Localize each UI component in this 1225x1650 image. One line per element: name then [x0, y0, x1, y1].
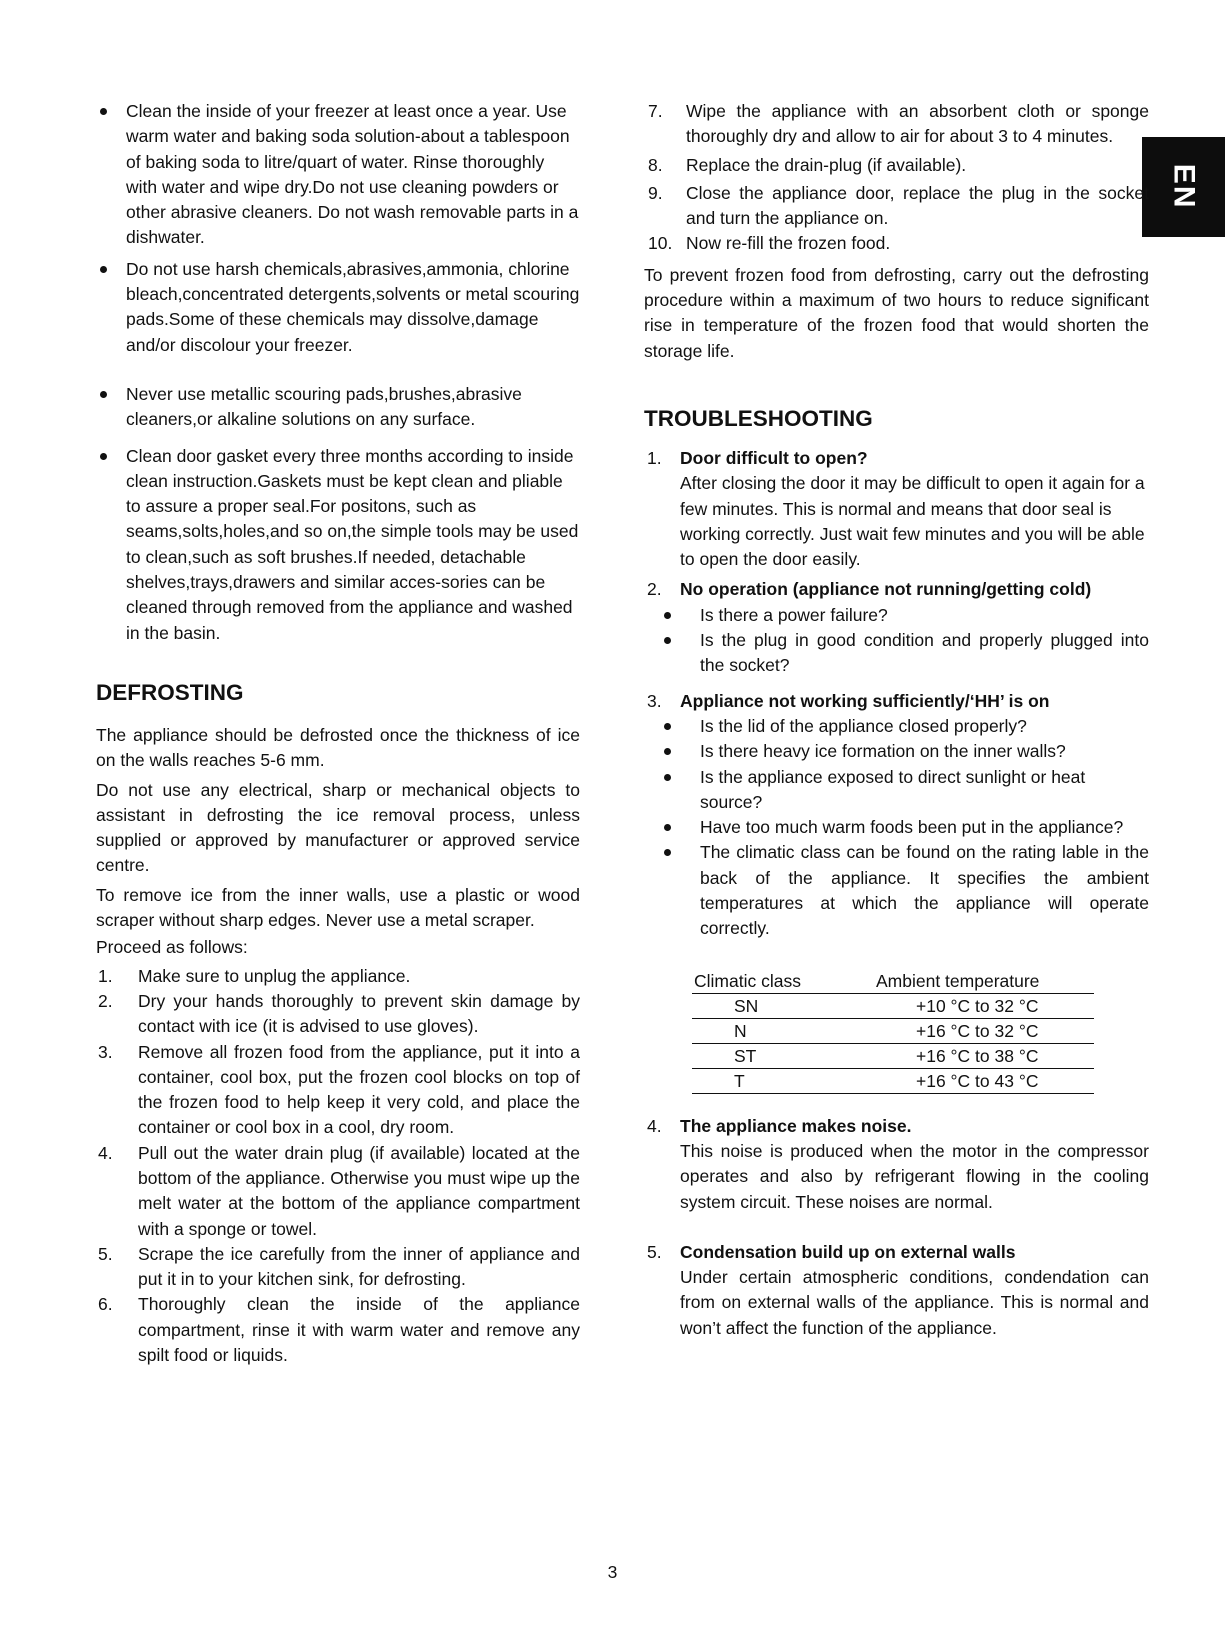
language-tab-label: EN: [1167, 164, 1201, 210]
prevent-defrost-paragraph: To prevent frozen food from defrosting, carry out the defrosting procedure within a maximum of two hours to reduce significant rise in temperature of the frozen food that would shorten the storage life.: [644, 264, 1149, 361]
item-number: 1.: [647, 447, 662, 468]
table-cell: T: [692, 1068, 876, 1093]
item-text: After closing the door it may be difficult to open it again for a few minutes. This is normal and means that door seal is working correctly. Just wait few minutes and you will be able to open the door easily.: [680, 473, 1145, 570]
table-row: [692, 1043, 1094, 1068]
table-header-cell: Climatic class: [692, 969, 876, 994]
table-cell: ST: [692, 1043, 876, 1068]
list-item: [644, 153, 1149, 178]
list-item: [644, 231, 1149, 256]
item-text: Under certain atmospheric conditions, condendation can from on external walls of the appliance. This is normal and won’t affect the function of the appliance.: [680, 1267, 1149, 1338]
list-item: Is the appliance exposed to direct sunlight or heat source?: [644, 765, 1149, 816]
list-item: Is there heavy ice formation on the inner walls?: [644, 739, 1149, 764]
right-column: [644, 99, 1149, 1341]
list-item: Never use metallic scouring pads,brushes,abrasive cleaners,or alkaline solutions on any surface.: [96, 382, 580, 433]
table-cell: +10 °C to 32 °C: [876, 993, 1094, 1018]
troubleshooting-list: [644, 446, 1149, 1341]
step-text: Thoroughly clean the inside of the appliance compartment, rinse it with warm water and remove any spilt food or liquids.: [138, 1294, 580, 1366]
item-title: No operation (appliance not running/getting cold): [680, 579, 1092, 600]
list-item: Is there a power failure?: [644, 603, 1149, 628]
list-item: [96, 964, 580, 989]
list-item: [96, 1141, 580, 1242]
step-text: Replace the drain-plug (if available).: [686, 154, 967, 175]
troubleshooting-item: [644, 446, 1149, 572]
list-item: Do not use harsh chemicals,abrasives,ammonia, chlorine bleach,concentrated detergents,solvents or metal scouring pads.Some of these chemicals may dissolve,damage and/or discolour your freezer.: [96, 257, 580, 358]
table-header-row: [692, 969, 1094, 994]
step-number: 9.: [648, 182, 663, 203]
list-item: [96, 1040, 580, 1141]
step-number: 1.: [98, 965, 113, 986]
step-text: Dry your hands thoroughly to prevent skin damage by contact with ice (it is advised to use gloves).: [138, 990, 580, 1037]
table-cell: N: [692, 1018, 876, 1043]
item-title: Appliance not working sufficiently/‘HH’ is on: [680, 690, 1050, 711]
item-number: 3.: [647, 690, 662, 711]
table-row: [692, 1018, 1094, 1043]
step-number: 10.: [648, 233, 673, 254]
left-column: [96, 99, 580, 1368]
defrosting-steps: [96, 964, 580, 1369]
troubleshooting-item: [644, 1114, 1149, 1215]
defrosting-paragraph: The appliance should be defrosted once the thickness of ice on the walls reaches 5-6 mm.: [96, 724, 580, 771]
step-text: Close the appliance door, replace the plug in the socket and turn the appliance on.: [686, 182, 1149, 229]
cleaning-bullet-list: [96, 99, 580, 646]
table-cell: +16 °C to 38 °C: [876, 1043, 1094, 1068]
table-cell: SN: [692, 993, 876, 1018]
step-number: 8.: [648, 154, 663, 175]
step-text: Make sure to unplug the appliance.: [138, 965, 411, 986]
troubleshooting-item: [644, 689, 1149, 714]
list-item: [96, 989, 580, 1040]
step-text: Wipe the appliance with an absorbent cloth or sponge thoroughly dry and allow to air for about 3 to 4 minutes.: [686, 101, 1149, 147]
table-header-cell: Ambient temperature: [876, 969, 1094, 994]
list-item: Have too much warm foods been put in the appliance?: [644, 815, 1149, 840]
list-item: [644, 181, 1149, 232]
climatic-class-table: [692, 969, 1094, 1094]
page-number: 3: [607, 1562, 618, 1582]
step-number: 4.: [98, 1142, 113, 1163]
step-number: 2.: [98, 990, 113, 1011]
step-number: 5.: [98, 1243, 113, 1264]
item-title: The appliance makes noise.: [680, 1115, 912, 1136]
list-item: Is the plug in good condition and properly plugged into the socket?: [644, 628, 1149, 679]
proceed-label: Proceed as follows:: [96, 937, 248, 958]
list-item: [96, 1292, 580, 1368]
list-item: Clean door gasket every three months according to inside clean instruction.Gaskets must be kept clean and pliable to assure a proper seal.For positons, such as seams,solts,holes,and so on,the simple tools may be used to clean,such as soft brushes.If needed, detachable shelves,trays,drawers and similar acces-sories can be cleaned through removed from the appliance and washed in the basin.: [96, 444, 580, 646]
list-item: Clean the inside of your freezer at least once a year. Use warm water and baking soda solution-about a tablespoon of baking soda to litre/quart of water. Rinse thoroughly with water and wipe dry.Do not use cleaning powders or other abrasive cleaners. Do not wash removable parts in a dishwater.: [96, 99, 580, 251]
list-item: [96, 1242, 580, 1293]
troubleshooting-item: [644, 577, 1149, 602]
list-item: [644, 99, 1149, 150]
item-number: 2.: [647, 579, 662, 600]
item-title: Door difficult to open?: [680, 447, 868, 468]
list-item: The climatic class can be found on the rating lable in the back of the appliance. It specifies the ambient temperatures at which the appliance will operate correctly.: [644, 840, 1149, 941]
item-number: 5.: [647, 1241, 662, 1262]
step-text: Pull out the water drain plug (if available) located at the bottom of the appliance. Otherwise you must wipe up the melt water at the bottom of the appliance compartment with a sponge or towel.: [138, 1142, 580, 1239]
language-tab: [1142, 137, 1225, 237]
item-text: This noise is produced when the motor in the compressor operates and also by refrigerant flowing in the cooling system circuit. These noises are normal.: [680, 1140, 1149, 1212]
table-cell: +16 °C to 43 °C: [876, 1068, 1094, 1093]
step-number: 3.: [98, 1041, 113, 1062]
table-row: [692, 993, 1094, 1018]
step-text: Remove all frozen food from the appliance, put it into a container, cool box, put the frozen cool blocks on top of the frozen food to help keep it very cold, and place the container or cool box in a cool, dry room.: [138, 1041, 580, 1138]
step-number: 7.: [648, 101, 663, 121]
step-text: Now re-fill the frozen food.: [686, 233, 891, 254]
step-text: Scrape the ice carefully from the inner of appliance and put it in to your kitchen sink, for defrosting.: [138, 1243, 580, 1290]
defrosting-steps-continued: [644, 99, 1149, 257]
list-item: Is the lid of the appliance closed properly?: [644, 714, 1149, 739]
defrosting-heading: DEFROSTING: [96, 679, 244, 705]
table-row: [692, 1068, 1094, 1093]
defrosting-paragraph: To remove ice from the inner walls, use a plastic or wood scraper without sharp edges. Never use a metal scraper.: [96, 884, 580, 931]
item-number: 4.: [647, 1115, 662, 1136]
step-number: 6.: [98, 1294, 113, 1315]
troubleshooting-heading: TROUBLESHOOTING: [644, 405, 873, 431]
defrosting-paragraph: Do not use any electrical, sharp or mechanical objects to assistant in defrosting the ice removal process, unless supplied or approved by manufacturer or approved service centre.: [96, 779, 580, 876]
troubleshooting-item: [644, 1240, 1149, 1341]
item-title: Condensation build up on external walls: [680, 1241, 1016, 1262]
table-cell: +16 °C to 32 °C: [876, 1018, 1094, 1043]
